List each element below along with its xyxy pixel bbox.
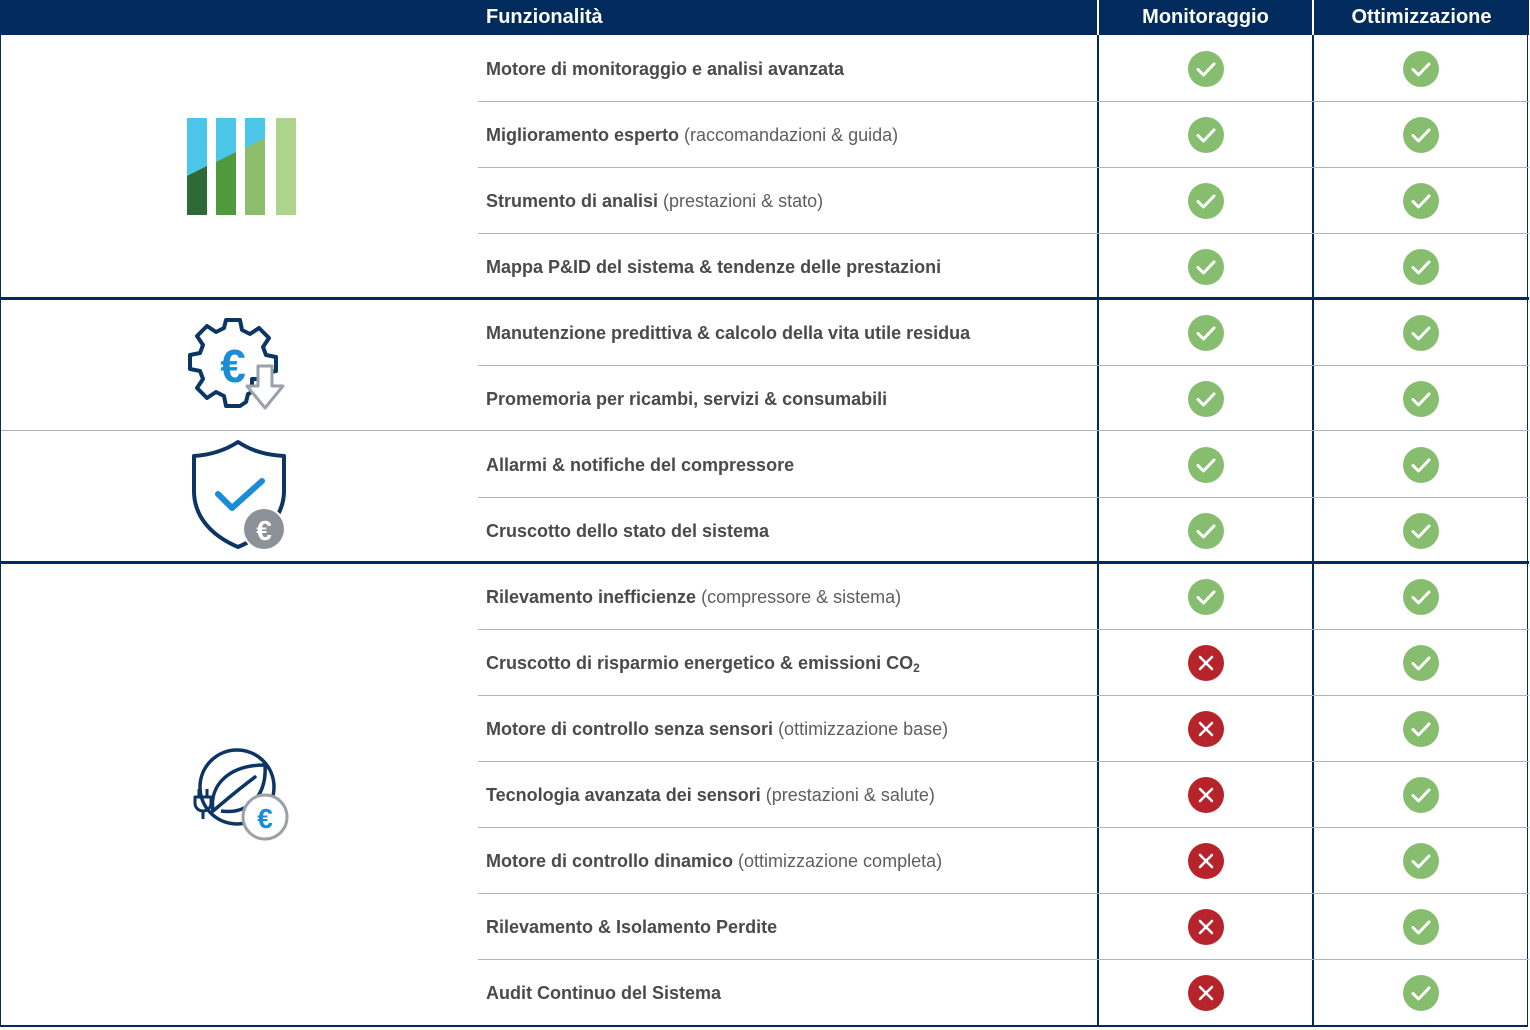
gear-euro-down-icon bbox=[186, 316, 296, 421]
check-icon bbox=[1403, 447, 1439, 483]
feature-label bbox=[486, 432, 794, 498]
check-icon bbox=[1188, 51, 1224, 87]
feature-label bbox=[486, 696, 948, 762]
optimization-check-icon bbox=[1403, 711, 1439, 747]
group-divider bbox=[1, 561, 1529, 564]
feature-label bbox=[486, 168, 823, 234]
table-row bbox=[478, 234, 1529, 300]
monitoring-check-icon bbox=[1188, 51, 1224, 87]
check-icon bbox=[1188, 249, 1224, 285]
monitoring-check-icon bbox=[1188, 183, 1224, 219]
optimization-check-icon bbox=[1403, 249, 1439, 285]
feature-name: Miglioramento esperto bbox=[486, 125, 680, 145]
check-icon bbox=[1188, 513, 1224, 549]
monitoring-check-icon bbox=[1188, 117, 1224, 153]
feature-label bbox=[486, 102, 898, 168]
optimization-check-icon bbox=[1403, 183, 1439, 219]
monitoring-cross-icon bbox=[1188, 645, 1224, 681]
check-icon bbox=[1403, 645, 1439, 681]
feature-label bbox=[486, 300, 970, 366]
feature-name: Promemoria per ricambi, servizi & consumabili bbox=[486, 389, 888, 409]
svg-text:€: € bbox=[257, 803, 273, 834]
optimization-check-icon bbox=[1403, 975, 1439, 1011]
table-row bbox=[478, 960, 1529, 1026]
monitoring-check-icon bbox=[1188, 447, 1224, 483]
table-row bbox=[478, 432, 1529, 498]
monitoring-check-icon bbox=[1188, 513, 1224, 549]
feature-name: Rilevamento & Isolamento Perdite bbox=[486, 917, 778, 937]
monitoring-check-icon bbox=[1188, 249, 1224, 285]
check-icon bbox=[1403, 711, 1439, 747]
leaf-plug-euro-icon bbox=[189, 745, 293, 848]
check-icon bbox=[1403, 183, 1439, 219]
feature-label bbox=[486, 762, 935, 828]
table-row bbox=[478, 762, 1529, 828]
table-row bbox=[478, 630, 1529, 696]
feature-label bbox=[486, 36, 844, 102]
header-feature: Funzionalità bbox=[486, 6, 603, 28]
feature-label bbox=[486, 894, 777, 960]
cross-icon bbox=[1188, 909, 1224, 945]
feature-label bbox=[486, 366, 887, 432]
feature-name: Motore di controllo dinamico bbox=[486, 851, 733, 871]
svg-text:€: € bbox=[220, 340, 246, 392]
monitoring-cross-icon bbox=[1188, 975, 1224, 1011]
table-row bbox=[478, 300, 1529, 366]
feature-note: (prestazioni & salute) bbox=[765, 785, 935, 805]
feature-label bbox=[486, 498, 769, 564]
feature-note: (ottimizzazione base) bbox=[778, 719, 949, 739]
check-icon bbox=[1403, 975, 1439, 1011]
svg-text:€: € bbox=[256, 515, 272, 546]
check-icon bbox=[1188, 117, 1224, 153]
feature-name: Manutenzione predittiva & calcolo della vita utile residua bbox=[486, 323, 971, 343]
check-icon bbox=[1188, 381, 1224, 417]
feature-name: Allarmi & notifiche del compressore bbox=[486, 455, 795, 475]
table-header bbox=[1, 0, 1529, 35]
feature-name: Strumento di analisi bbox=[486, 191, 659, 211]
check-icon bbox=[1403, 579, 1439, 615]
group-divider bbox=[1, 297, 1529, 300]
table-row bbox=[478, 894, 1529, 960]
table-row bbox=[478, 102, 1529, 168]
feature-name: Mappa P&ID del sistema & tendenze delle prestazioni bbox=[486, 257, 942, 277]
check-icon bbox=[1403, 843, 1439, 879]
cross-icon bbox=[1188, 843, 1224, 879]
feature-name: Cruscotto dello stato del sistema bbox=[486, 521, 770, 541]
feature-label bbox=[486, 960, 721, 1026]
feature-subscript: 2 bbox=[913, 661, 920, 675]
monitoring-check-icon bbox=[1188, 315, 1224, 351]
feature-note: (prestazioni & stato) bbox=[663, 191, 824, 211]
feature-label bbox=[486, 630, 920, 696]
optimization-check-icon bbox=[1403, 909, 1439, 945]
optimization-check-icon bbox=[1403, 381, 1439, 417]
monitoring-cross-icon bbox=[1188, 909, 1224, 945]
table-row bbox=[478, 696, 1529, 762]
feature-note: (compressore & sistema) bbox=[701, 587, 902, 607]
cross-icon bbox=[1188, 777, 1224, 813]
feature-label bbox=[486, 564, 901, 630]
optimization-check-icon bbox=[1403, 513, 1439, 549]
optimization-check-icon bbox=[1403, 315, 1439, 351]
header-monitoring: Monitoraggio bbox=[1142, 6, 1269, 28]
monitoring-check-icon bbox=[1188, 579, 1224, 615]
check-icon bbox=[1403, 513, 1439, 549]
feature-label bbox=[486, 234, 941, 300]
check-icon bbox=[1403, 249, 1439, 285]
optimization-check-icon bbox=[1403, 51, 1439, 87]
feature-name: Cruscotto di risparmio energetico & emissioni CO bbox=[486, 653, 914, 673]
table-row bbox=[478, 366, 1529, 432]
check-icon bbox=[1403, 315, 1439, 351]
optimization-check-icon bbox=[1403, 777, 1439, 813]
header-divider bbox=[1312, 0, 1314, 35]
feature-label bbox=[486, 828, 942, 894]
feature-name: Motore di controllo senza sensori bbox=[486, 719, 774, 739]
optimization-check-icon bbox=[1403, 843, 1439, 879]
table-row bbox=[478, 168, 1529, 234]
check-icon bbox=[1403, 777, 1439, 813]
check-icon bbox=[1188, 579, 1224, 615]
feature-name: Rilevamento inefficienze bbox=[486, 587, 697, 607]
feature-name: Motore di monitoraggio e analisi avanzata bbox=[486, 59, 845, 79]
optimization-check-icon bbox=[1403, 447, 1439, 483]
table-row bbox=[478, 828, 1529, 894]
check-icon bbox=[1403, 909, 1439, 945]
check-icon bbox=[1403, 51, 1439, 87]
optimization-check-icon bbox=[1403, 117, 1439, 153]
cross-icon bbox=[1188, 645, 1224, 681]
header-optimization: Ottimizzazione bbox=[1351, 6, 1492, 28]
bar-chart-icon bbox=[187, 118, 299, 221]
monitoring-cross-icon bbox=[1188, 711, 1224, 747]
monitoring-cross-icon bbox=[1188, 843, 1224, 879]
table-row bbox=[478, 498, 1529, 564]
feature-name: Tecnologia avanzata dei sensori bbox=[486, 785, 761, 805]
header-divider bbox=[1097, 0, 1099, 35]
check-icon bbox=[1403, 381, 1439, 417]
table-row bbox=[478, 36, 1529, 102]
monitoring-cross-icon bbox=[1188, 777, 1224, 813]
check-icon bbox=[1188, 447, 1224, 483]
feature-note: (raccomandazioni & guida) bbox=[684, 125, 899, 145]
optimization-check-icon bbox=[1403, 579, 1439, 615]
shield-check-euro-icon bbox=[190, 439, 290, 560]
cross-icon bbox=[1188, 975, 1224, 1011]
feature-note: (ottimizzazione completa) bbox=[738, 851, 943, 871]
check-icon bbox=[1188, 315, 1224, 351]
cross-icon bbox=[1188, 711, 1224, 747]
group-divider bbox=[1, 430, 1529, 431]
table-row bbox=[478, 564, 1529, 630]
feature-name: Audit Continuo del Sistema bbox=[486, 983, 722, 1003]
monitoring-check-icon bbox=[1188, 381, 1224, 417]
check-icon bbox=[1403, 117, 1439, 153]
check-icon bbox=[1188, 183, 1224, 219]
optimization-check-icon bbox=[1403, 645, 1439, 681]
